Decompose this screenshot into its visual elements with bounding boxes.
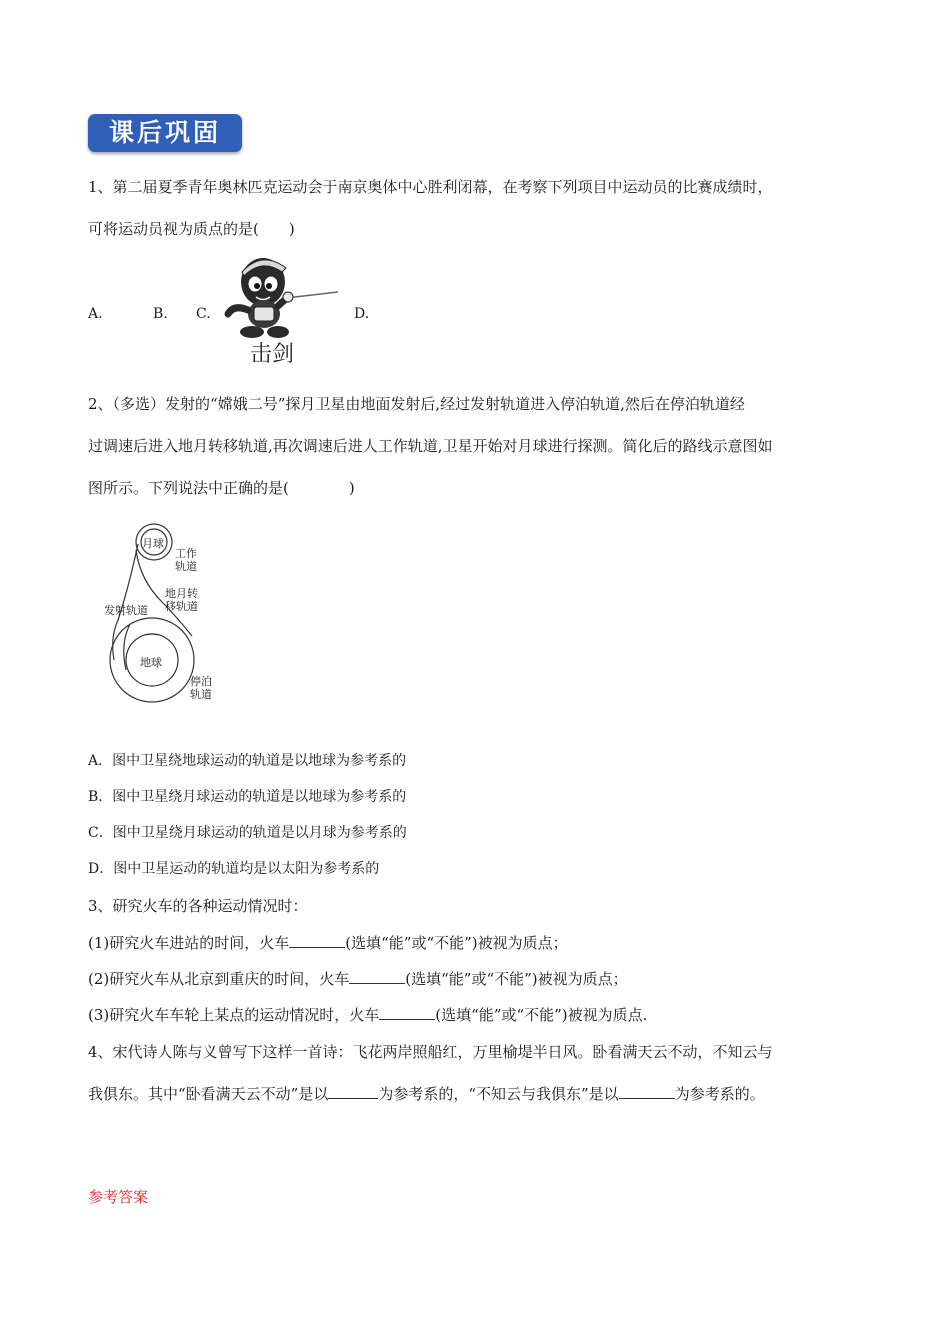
q3-blank-3[interactable] [379,1004,435,1020]
moon-label: 月球 [142,537,164,550]
parking-orbit-label-2: 轨道 [190,688,212,701]
q2-line-3: 图所示。下列说法中正确的是( ) [88,479,355,497]
q3-item-3-text: (3)研究火车车轮上某点的运动情况时，火车 [88,1006,380,1024]
answer-heading: 参考答案 [88,1188,149,1206]
q1-line-1: 1、第二届夏季青年奥林匹克运动会于南京奥体中心胜利闭幕，在考察下列项目中运动员的比赛成绩时， [88,178,773,196]
q3-blank-2[interactable] [349,968,405,984]
fencing-caption: 击剑 [250,342,295,367]
q2-option-b: B．图中卫星绕月球运动的轨道是以地球为参考系的 [88,789,407,805]
q2-option-d: D．图中卫星运动的轨道均是以太阳为参考系的 [88,861,380,877]
work-orbit-label-2: 轨道 [175,560,197,573]
section-title: 课后巩固 [108,118,221,147]
parking-orbit-label [190,675,212,701]
q1-option-b: B. [153,306,168,322]
work-orbit-label [175,547,197,573]
fencing-mascot-image [216,252,341,340]
parking-orbit-label-1: 停泊 [190,675,212,688]
earth-label: 地球 [140,656,162,669]
q1-option-a: A. [88,306,103,322]
q3-item-1 [88,932,568,953]
q4-text-c: 为参考系的。 [674,1085,765,1103]
transfer-orbit-label [165,587,198,613]
section-banner [88,114,242,152]
q3-item-1-text: (1)研究火车进站的时间，火车 [88,934,290,952]
q3-item-3 [88,1004,647,1025]
q4-text-a: 我俱东。其中“卧看满天云不动”是以 [88,1085,329,1103]
q3-item-1-hint: (选填“能”或“不能”)被视为质点； [345,934,568,952]
q3-title: 3、研究火车的各种运动情况时： [88,897,308,915]
transfer-orbit-label-1: 地月转 [165,587,198,600]
launch-orbit-label: 发射轨道 [104,604,148,617]
q2-option-c: C．图中卫星绕月球运动的轨道是以月球为参考系的 [88,825,407,841]
transfer-orbit-label-2: 移轨道 [165,600,198,613]
q4-line-1: 4、宋代诗人陈与义曾写下这样一首诗：飞花两岸照船红，万里榆堤半日风。卧看满天云不动，不知云与 [88,1043,773,1061]
q4-text-b: 为参考系的，“不知云与我俱东”是以 [378,1085,619,1103]
q3-item-2-hint: (选填“能”或“不能”)被视为质点； [405,970,628,988]
q1-option-d: D. [354,306,370,322]
q3-blank-1[interactable] [289,932,345,948]
q2-option-a: A．图中卫星绕地球运动的轨道是以地球为参考系的 [88,753,407,769]
q4-blank-2[interactable] [619,1083,675,1099]
q3-item-2-text: (2)研究火车从北京到重庆的时间，火车 [88,970,350,988]
q1-line-2: 可将运动员视为质点的是( ) [88,220,295,238]
q3-item-3-hint: (选填“能”或“不能”)被视为质点. [435,1006,648,1024]
q4-blank-1[interactable] [328,1083,378,1099]
q1-option-c: C. [196,306,211,322]
q2-line-1: 2、（多选）发射的“嫦娥二号”探月卫星由地面发射后,经过发射轨道进入停泊轨道,然后在停泊轨道经 [88,395,745,413]
work-orbit-label-1: 工作 [175,547,197,560]
q3-item-2 [88,968,628,989]
q2-line-2: 过调速后进入地月转移轨道,再次调速后进人工作轨道,卫星开始对月球进行探测。简化后的路线示意图如 [88,437,773,455]
q4-line-2 [88,1083,765,1104]
